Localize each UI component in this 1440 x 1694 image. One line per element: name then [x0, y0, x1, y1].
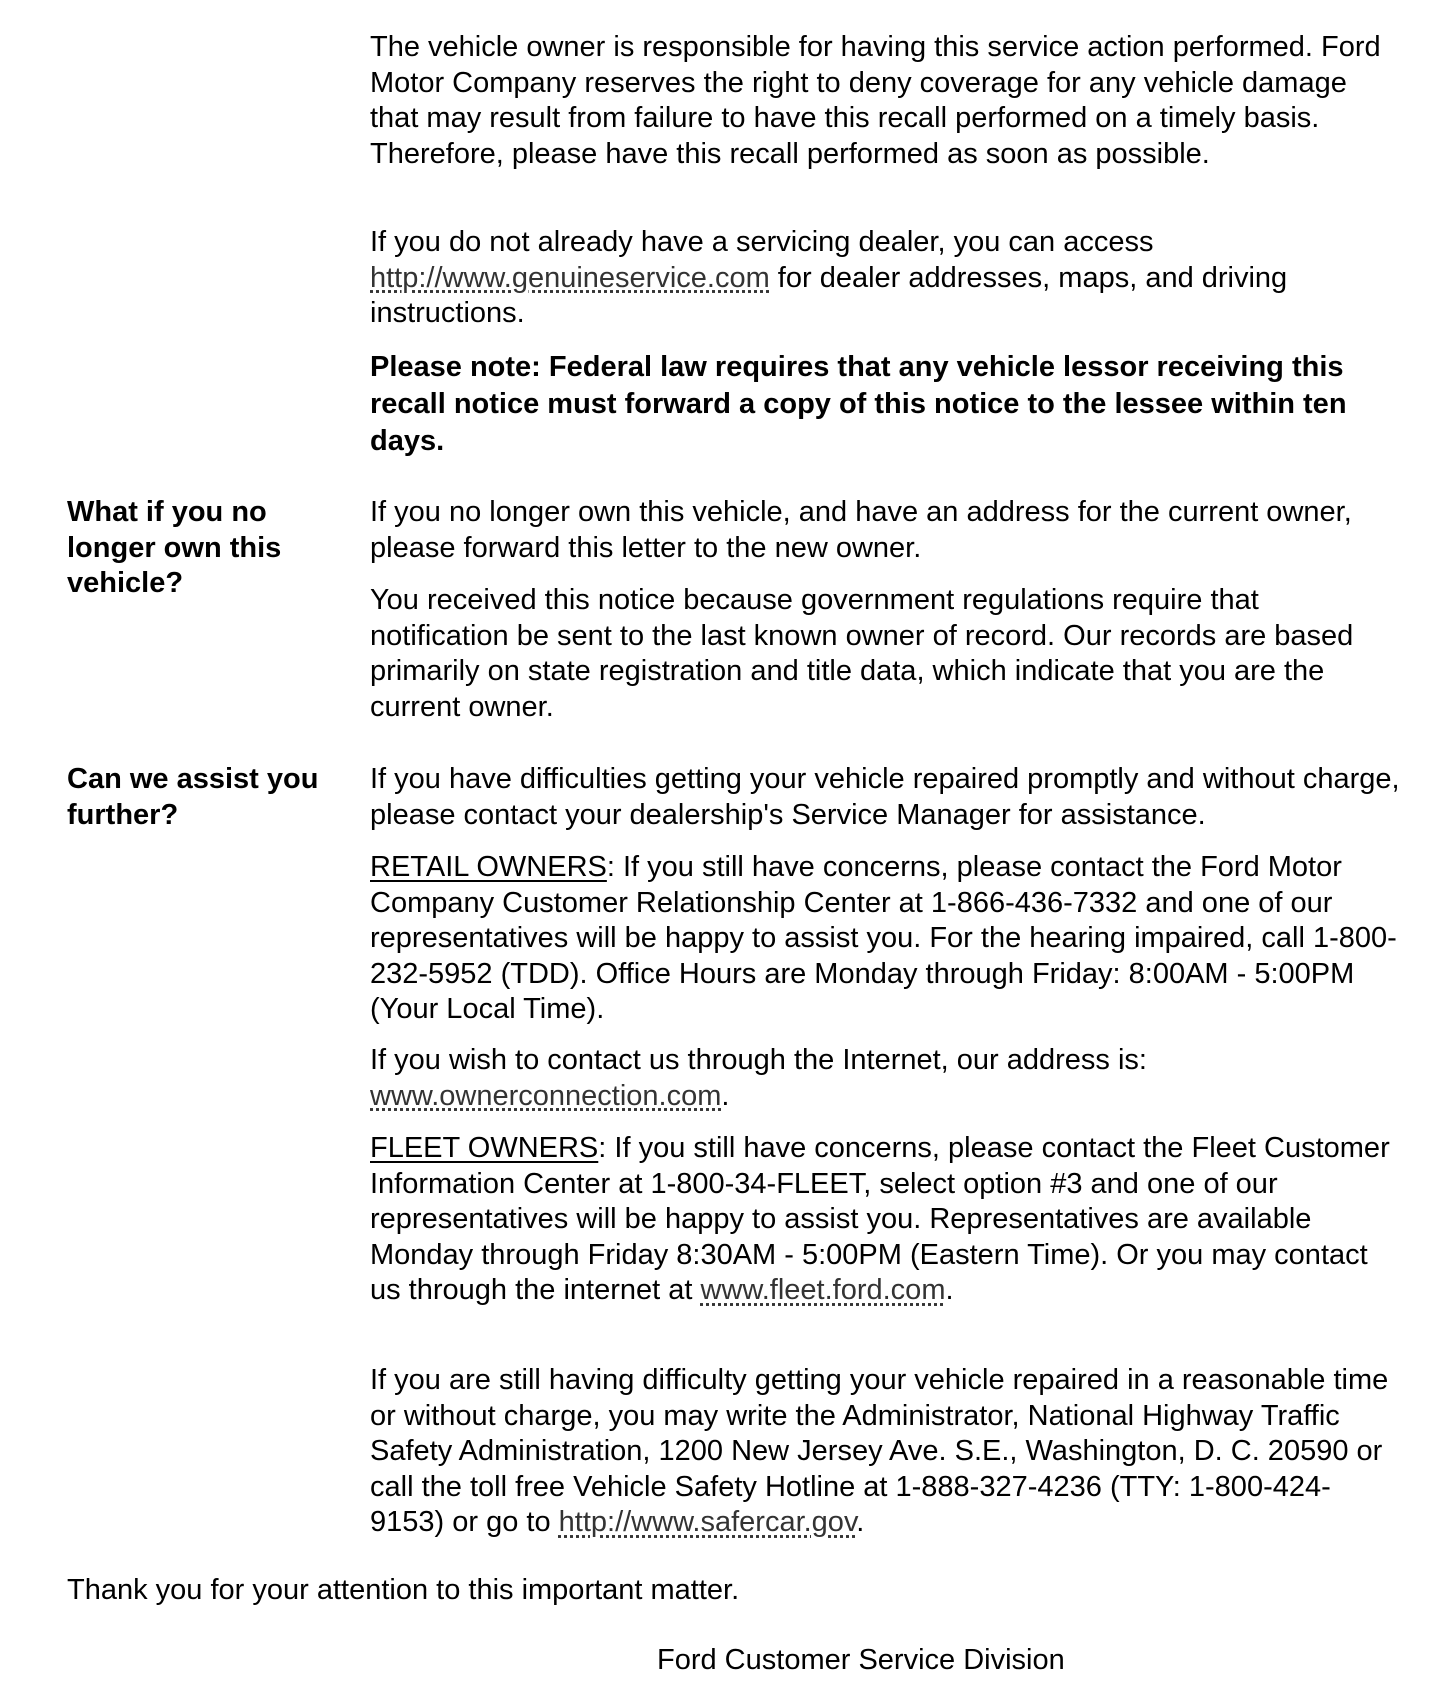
- servicing-dealer-text: If you do not already have a servicing dealer, you can access: [370, 226, 1154, 258]
- servicing-dealer-text-end: for dealer addresses, maps, and driving instructions.: [370, 261, 1288, 329]
- fleet-owners-label: FLEET OWNERS: [370, 1132, 599, 1164]
- retail-owners-paragraph: [370, 850, 1400, 1028]
- safercar-link[interactable]: http://www.safercar.gov: [558, 1506, 857, 1538]
- fleet-owners-paragraph: [370, 1131, 1400, 1309]
- internet-contact-end: .: [721, 1079, 730, 1112]
- retail-owners-label: RETAIL OWNERS: [370, 851, 607, 883]
- fleet-ford-link[interactable]: www.fleet.ford.com: [700, 1274, 946, 1306]
- assist-heading: Can we assist you further?: [67, 763, 319, 831]
- nhtsa-paragraph: [370, 1363, 1400, 1541]
- genuineservice-link[interactable]: http://www.genuineservice.com: [370, 261, 770, 294]
- thank-you-line: Thank you for your attention to this important matter.: [67, 1574, 740, 1606]
- signature-line: Ford Customer Service Division: [657, 1644, 1065, 1676]
- fleet-owners-end: .: [945, 1274, 954, 1306]
- forward-letter-paragraph: If you no longer own this vehicle, and have an address for the current owner, please forward this letter to the new owner.: [370, 496, 1352, 564]
- government-regulations-paragraph: You received this notice because government regulations require that notification be sent to the last known owner of record. Our records are based primarily on state registration and title data, which indicate that you are the current owner.: [370, 584, 1354, 723]
- internet-contact-text: If you wish to contact us through the Internet, our address is:: [370, 1044, 1147, 1076]
- service-manager-paragraph: If you have difficulties getting your vehicle repaired promptly and without charge, please contact your dealership's Service Manager for assistance.: [370, 763, 1400, 831]
- nhtsa-end: .: [856, 1506, 865, 1538]
- no-longer-own-heading: What if you no longer own this vehicle?: [67, 496, 282, 599]
- retail-owners-text: : If you still have concerns, please contact the Ford Motor Company Customer Relationship Center at 1-866-436-7332 and one of our representatives will be happy to assist you. For the hearing impaired, call 1-800-232-5952 (TDD). Office Hours are Monday through Friday: 8:00AM - 5:00PM (Your Local Time).: [370, 851, 1397, 1025]
- internet-contact-paragraph: [370, 1043, 1400, 1114]
- ownerconnection-link[interactable]: www.ownerconnection.com: [370, 1079, 722, 1112]
- nhtsa-text: If you are still having difficulty getting your vehicle repaired in a reasonable time or without charge, you may write the Administrator, National Highway Traffic Safety Administration, 1200 New Jersey Ave. S.E., Washington, D. C. 20590 or call the toll free Vehicle Safety Hotline at 1-888-327-4236 (TTY: 1-800-424-9153) or go to: [370, 1364, 1389, 1538]
- federal-law-note: Please note: Federal law requires that any vehicle lessor receiving this recall notice must forward a copy of this notice to the lessee within ten days.: [370, 351, 1347, 457]
- fleet-owners-text: : If you still have concerns, please contact the Fleet Customer Information Center at 1-800-34-FLEET, select option #3 and one of our representatives will be happy to assist you. Representatives are available Monday through Friday 8:30AM - 5:00PM (Eastern Time). Or you may contact us through the internet at: [370, 1132, 1390, 1306]
- servicing-dealer-paragraph: [370, 225, 1400, 332]
- responsibility-paragraph: The vehicle owner is responsible for having this service action performed. Ford Motor Company reserves the right to deny coverage for any vehicle damage that may result from failure to have this recall performed on a timely basis. Therefore, please have this recall performed as soon as possible.: [370, 31, 1381, 170]
